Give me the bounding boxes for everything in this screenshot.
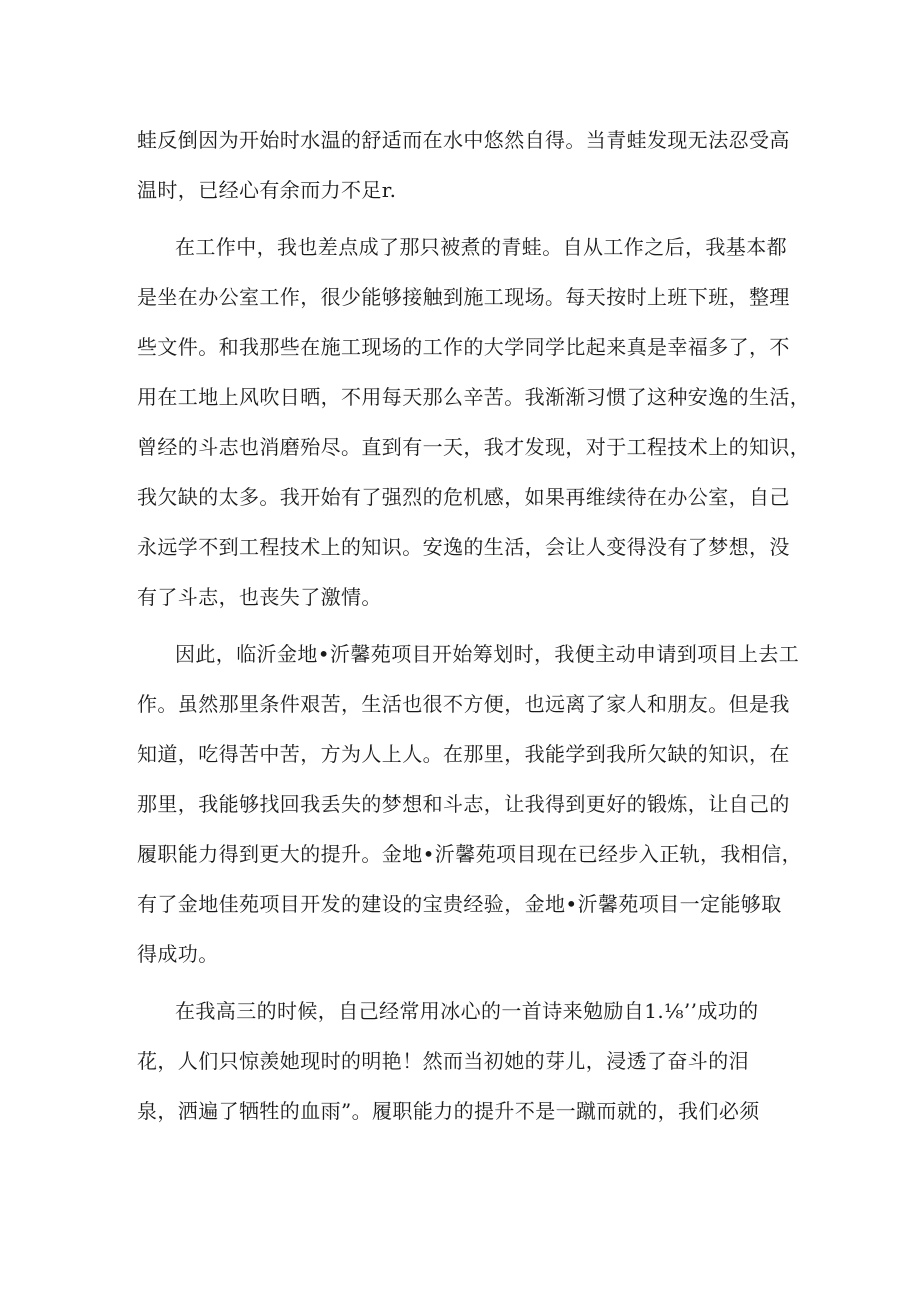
text-line: 曾经的斗志也消磨殆尽。直到有一天，我才发现，对于工程技术上的知识，	[137, 435, 811, 459]
text-line: 有了斗志，也丧失了激情。	[137, 585, 382, 609]
text-line: 作。虽然那里条件艰苦，生活也很不方便，也远离了家人和朋友。但是我	[137, 692, 790, 716]
text-line: 花，人们只惊羡她现时的明艳！然而当初她的芽儿，浸透了奋斗的泪	[137, 1049, 749, 1073]
text-line: 知道，吃得苦中苦，方为人上人。在那里，我能学到我所欠缺的知识，在	[137, 742, 790, 766]
text-line: 有了金地佳苑项目开发的建设的宝贵经验，金地•沂馨苑项目一定能够取	[137, 892, 782, 916]
text-line: 些文件。和我那些在施工现场的工作的大学同学比起来真是幸福多了，不	[137, 335, 790, 359]
text-line: 得成功。	[137, 942, 219, 966]
text-line: 我欠缺的太多。我开始有了强烈的危机感，如果再维续待在办公室，自己	[137, 485, 790, 509]
text-line: 泉，洒遍了牺牲的血雨”。履职能力的提升不是一蹴而就的，我们必须	[137, 1099, 760, 1123]
text-line: 蛙反倒因为开始时水温的舒适而在水中悠然自得。当青蛙发现无法忍受高	[137, 128, 790, 152]
text-line: 用在工地上风吹日晒，不用每天那么辛苦。我渐渐习惯了这种安逸的生活，	[137, 385, 811, 409]
text-line: 履职能力得到更大的提升。金地•沂馨苑项目现在已经步入正轨，我相信，	[137, 842, 802, 866]
text-line: 温时，已经心有余而力不足r.	[137, 178, 397, 202]
text-line: 那里，我能够找回我丢失的梦想和斗志，让我得到更好的锻炼，让自己的	[137, 792, 790, 816]
text-line: 是坐在办公室工作，很少能够接触到施工现场。每天按时上班下班，整理	[137, 285, 790, 309]
text-line: 在工作中，我也差点成了那只被煮的青蛙。自从工作之后，我基本都	[175, 235, 787, 259]
text-line: 在我高三的时候，自己经常用冰心的一首诗来勉励自1.⅛’’成功的	[175, 999, 759, 1023]
text-line: 永远学不到工程技术上的知识。安逸的生活，会让人变得没有了梦想，没	[137, 535, 790, 559]
text-line: 因此，临沂金地•沂馨苑项目开始筹划时，我便主动申请到项目上去工	[175, 642, 800, 666]
